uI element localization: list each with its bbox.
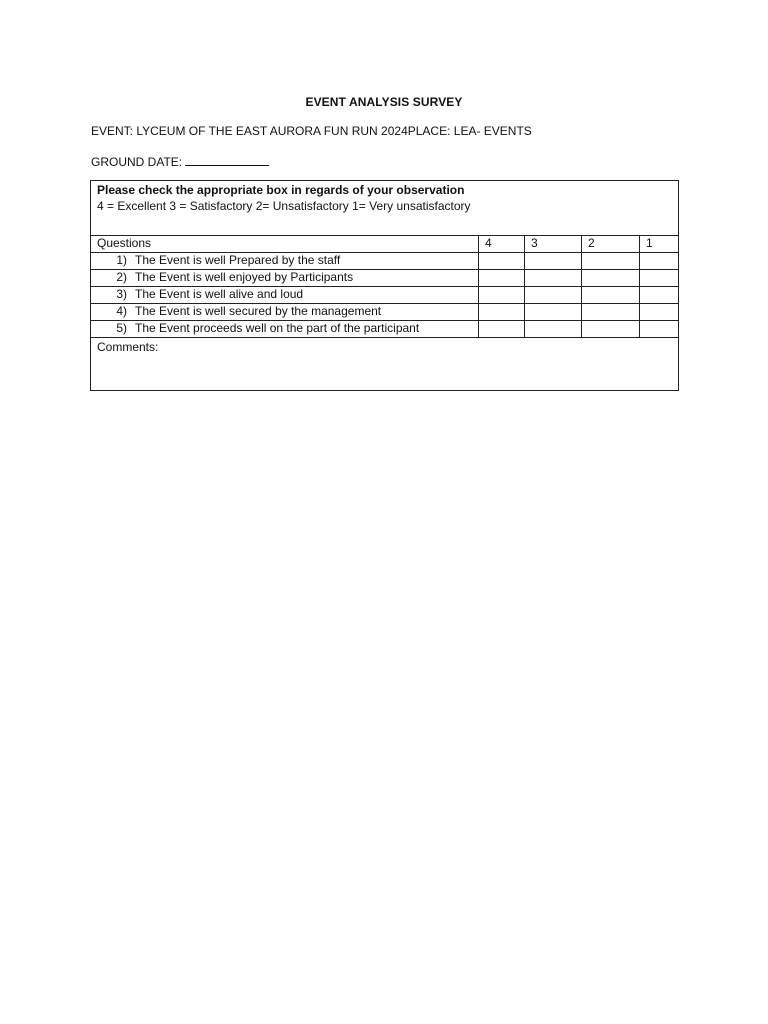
rating-header-3: 3 [525, 236, 582, 253]
comments-label: Comments: [97, 340, 159, 354]
checkbox-q1-rating-4[interactable] [479, 253, 525, 270]
survey-table [90, 180, 679, 391]
survey-title: EVENT ANALYSIS SURVEY [305, 95, 463, 109]
ground-date-row [91, 153, 269, 169]
rating-header-1: 1 [640, 236, 679, 253]
checkbox-q4-rating-3[interactable] [525, 304, 582, 321]
checkbox-q4-rating-1[interactable] [640, 304, 679, 321]
question-cell [91, 304, 479, 321]
question-text: The Event is well Prepared by the staff [135, 253, 341, 267]
instruction-text: Please check the appropriate box in regards of your observation [97, 183, 465, 197]
question-number: 5) [116, 321, 127, 335]
question-row [91, 270, 679, 287]
question-row [91, 253, 679, 270]
event-info: EVENT: LYCEUM OF THE EAST AURORA FUN RUN 2024PLACE: LEA- EVENTS [91, 124, 532, 138]
question-cell [91, 321, 479, 338]
checkbox-q2-rating-2[interactable] [582, 270, 640, 287]
checkbox-q5-rating-3[interactable] [525, 321, 582, 338]
checkbox-q3-rating-1[interactable] [640, 287, 679, 304]
question-number: 2) [116, 270, 127, 284]
checkbox-q2-rating-1[interactable] [640, 270, 679, 287]
checkbox-q3-rating-2[interactable] [582, 287, 640, 304]
table-header-row [91, 236, 679, 253]
checkbox-q5-rating-1[interactable] [640, 321, 679, 338]
checkbox-q5-rating-4[interactable] [479, 321, 525, 338]
question-number: 4) [116, 304, 127, 318]
checkbox-q1-rating-3[interactable] [525, 253, 582, 270]
checkbox-q2-rating-3[interactable] [525, 270, 582, 287]
rating-header-2: 2 [582, 236, 640, 253]
checkbox-q4-rating-2[interactable] [582, 304, 640, 321]
question-text: The Event is well enjoyed by Participants [135, 270, 354, 284]
questions-header: Questions [91, 236, 479, 253]
checkbox-q5-rating-2[interactable] [582, 321, 640, 338]
rating-scale-text: 4 = Excellent 3 = Satisfactory 2= Unsatisfactory 1= Very unsatisfactory [97, 199, 471, 213]
checkbox-q2-rating-4[interactable] [479, 270, 525, 287]
checkbox-q4-rating-4[interactable] [479, 304, 525, 321]
question-number: 3) [116, 287, 127, 301]
question-row [91, 304, 679, 321]
question-number: 1) [116, 253, 127, 267]
ground-date-blank[interactable] [185, 153, 269, 166]
question-text: The Event proceeds well on the part of the participant [135, 321, 420, 335]
question-row [91, 321, 679, 338]
rating-header-4: 4 [479, 236, 525, 253]
checkbox-q3-rating-4[interactable] [479, 287, 525, 304]
question-text: The Event is well alive and loud [135, 287, 304, 301]
question-text: The Event is well secured by the management [135, 304, 382, 318]
instruction-cell [91, 181, 679, 236]
question-cell [91, 270, 479, 287]
question-cell [91, 287, 479, 304]
question-cell [91, 253, 479, 270]
comments-field[interactable] [91, 338, 679, 391]
checkbox-q1-rating-1[interactable] [640, 253, 679, 270]
ground-date-label: GROUND DATE: [91, 155, 183, 169]
checkbox-q3-rating-3[interactable] [525, 287, 582, 304]
question-row [91, 287, 679, 304]
checkbox-q1-rating-2[interactable] [582, 253, 640, 270]
